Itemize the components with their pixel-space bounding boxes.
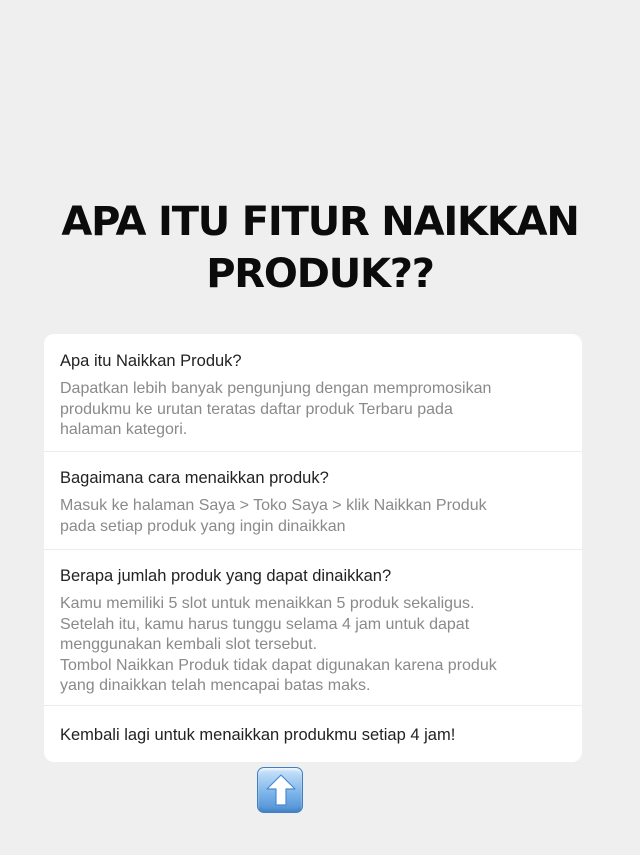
faq-item-how-many	[44, 550, 582, 706]
faq-answer	[60, 594, 566, 697]
faq-item-reminder	[44, 706, 582, 762]
faq-answer-line: Tombol Naikkan Produk tidak dapat digunakan karena produk	[60, 656, 497, 674]
up-arrow-glyph	[264, 773, 298, 807]
faq-card	[44, 334, 582, 762]
faq-question: Berapa jumlah produk yang dapat dinaikkan?	[60, 567, 392, 585]
faq-answer-line: halaman kategori.	[60, 421, 188, 438]
faq-answer	[60, 379, 566, 441]
faq-answer-line: pada setiap produk yang ingin dinaikkan	[60, 517, 346, 535]
faq-answer-line: produkmu ke urutan teratas daftar produk Terbaru pada	[60, 400, 453, 418]
faq-answer-line: Masuk ke halaman Saya > Toko Saya > klik Naikkan Produk	[60, 497, 487, 514]
faq-question: Bagaimana cara menaikkan produk?	[60, 469, 329, 487]
faq-reminder-text: Kembali lagi untuk menaikkan produkmu setiap 4 jam!	[60, 726, 456, 744]
faq-answer	[60, 496, 566, 537]
up-arrow-button-icon	[257, 767, 303, 813]
page-headline	[0, 196, 640, 300]
headline-line-1: APA ITU FITUR NAIKKAN	[61, 199, 579, 245]
faq-item-how-to	[44, 452, 582, 550]
faq-answer-line: menggunakan kembali slot tersebut.	[60, 636, 318, 653]
faq-item-what-is	[44, 334, 582, 452]
faq-answer-line: Dapatkan lebih banyak pengunjung dengan mempromosikan	[60, 380, 492, 397]
faq-answer-line: yang dinaikkan telah mencapai batas maks.	[60, 677, 371, 694]
faq-answer-line: Setelah itu, kamu harus tunggu selama 4 jam untuk dapat	[60, 615, 470, 633]
faq-question: Apa itu Naikkan Produk?	[60, 352, 242, 370]
headline-line-2: PRODUK??	[206, 251, 434, 297]
faq-answer-line: Kamu memiliki 5 slot untuk menaikkan 5 produk sekaligus.	[60, 595, 475, 612]
